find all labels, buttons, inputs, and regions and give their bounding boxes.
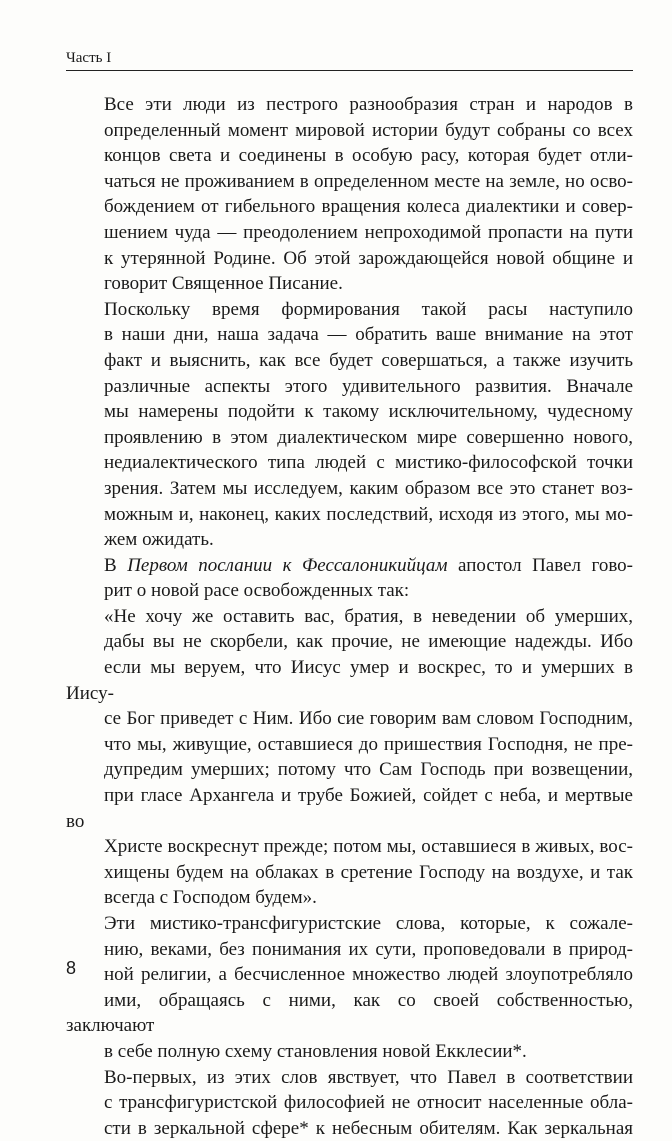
text-line: чаться не проживанием в определенном месте на земле, но осво-	[104, 170, 633, 192]
text-line: Все эти люди из пестрого разнообразия стран и народов в	[104, 94, 633, 115]
text-line: что мы, живущие, оставшиеся до пришествия Господня, не пре-	[104, 733, 633, 755]
paragraph-5	[66, 911, 633, 1065]
paragraph-4-quote	[66, 604, 633, 911]
text-line: в наши дни, наша задача — обратить ваше внимание на этот	[104, 324, 633, 346]
text-line: хищены будем на облаках в сретение Господу на воздухе, и так	[104, 861, 633, 883]
text-line: проявлению в этом диалектическом мире совершенно нового,	[104, 426, 633, 448]
text-line: сти в зеркальной сфере* к небесным обителям. Как зеркальная	[104, 1117, 633, 1139]
body-text	[66, 92, 633, 1141]
text-line: се Бог приведет с Ним. Ибо сие говорим вам словом Господним,	[104, 708, 633, 730]
text-line: ной религии, а бесчисленное множество людей злоупотребляло	[104, 964, 633, 986]
epistle-title: Первом послании к Фессалоникийцам	[127, 554, 448, 576]
text-line: говорит Священное Писание.	[104, 273, 343, 295]
text-line: жем ожидать.	[104, 529, 214, 551]
text-line: можным и, наконец, каких последствий, исходя из этого, мы мо-	[104, 503, 633, 525]
text-line: Поскольку время формирования такой расы наступило	[104, 298, 633, 320]
paragraph-2	[66, 297, 633, 553]
text-line: бождением от гибельного вращения колеса диалектики и совер-	[104, 196, 633, 218]
text-line: мы намерены подойти к такому исключительному, чудесному	[104, 401, 633, 423]
text-line: дупредим умерших; потому что Сам Господь при возвещении,	[104, 759, 633, 781]
text-line: с трансфигуристской философией не относит населенные обла-	[104, 1092, 633, 1114]
text-line: всегда с Господом будем».	[104, 887, 317, 909]
text-line: рит о новой расе освобожденных так:	[104, 580, 410, 602]
text-line: концов света и соединены в особую расу, которая будет отли-	[104, 145, 633, 167]
text-line	[66, 553, 633, 579]
header-rule	[66, 70, 633, 71]
text-line: ими, обращаясь с ними, как со своей собственностью, заключают	[66, 989, 633, 1037]
text-line: Христе воскреснут прежде; потом мы, оставшиеся в живых, вос-	[104, 836, 633, 858]
text-line: различные аспекты этого удивительного развития. Вначале	[104, 375, 633, 397]
text-line: «Не хочу же оставить вас, братия, в неведении об умерших,	[104, 605, 633, 627]
text-line: факт и выяснить, как все будет совершаться, а также изучить	[104, 349, 633, 371]
paragraph-6	[66, 1065, 633, 1141]
running-header: Часть I	[66, 50, 112, 66]
text-fragment: апостол Павел гово-	[447, 554, 633, 576]
text-line: к утерянной Родине. Об этой зарождающейся новой общине и	[104, 247, 633, 269]
text-line: шением чуда — преодолением непроходимой пропасти на пути	[104, 221, 633, 243]
paragraph-3	[66, 553, 633, 604]
text-line: дабы вы не скорбели, как прочие, не имеющие надежды. Ибо	[104, 631, 633, 653]
text-line: недиалектического типа людей с мистико-философской точки	[104, 452, 633, 474]
text-line: нию, веками, без понимания их сути, проповедовали в природ-	[104, 938, 633, 960]
text-line: зрения. Затем мы исследуем, каким образом все это станет воз-	[104, 477, 633, 499]
text-line: Во-первых, из этих слов явствует, что Павел в соответствии	[104, 1066, 633, 1088]
text-line: если мы веруем, что Иисус умер и воскрес, то и умерших в Иису-	[66, 657, 633, 704]
text-line: при гласе Архангела и трубе Божией, сойдет с неба, и мертвые во	[66, 785, 633, 832]
page-number: 8	[66, 958, 77, 978]
text-fragment: В	[104, 554, 128, 576]
text-line: определенный момент мировой истории будут собраны со всех	[104, 119, 633, 141]
text-line: Эти мистико-трансфигуристские слова, которые, к сожале-	[104, 913, 633, 934]
paragraph-1	[66, 92, 633, 297]
text-line: в себе полную схему становления новой Екклесии*.	[104, 1040, 527, 1062]
